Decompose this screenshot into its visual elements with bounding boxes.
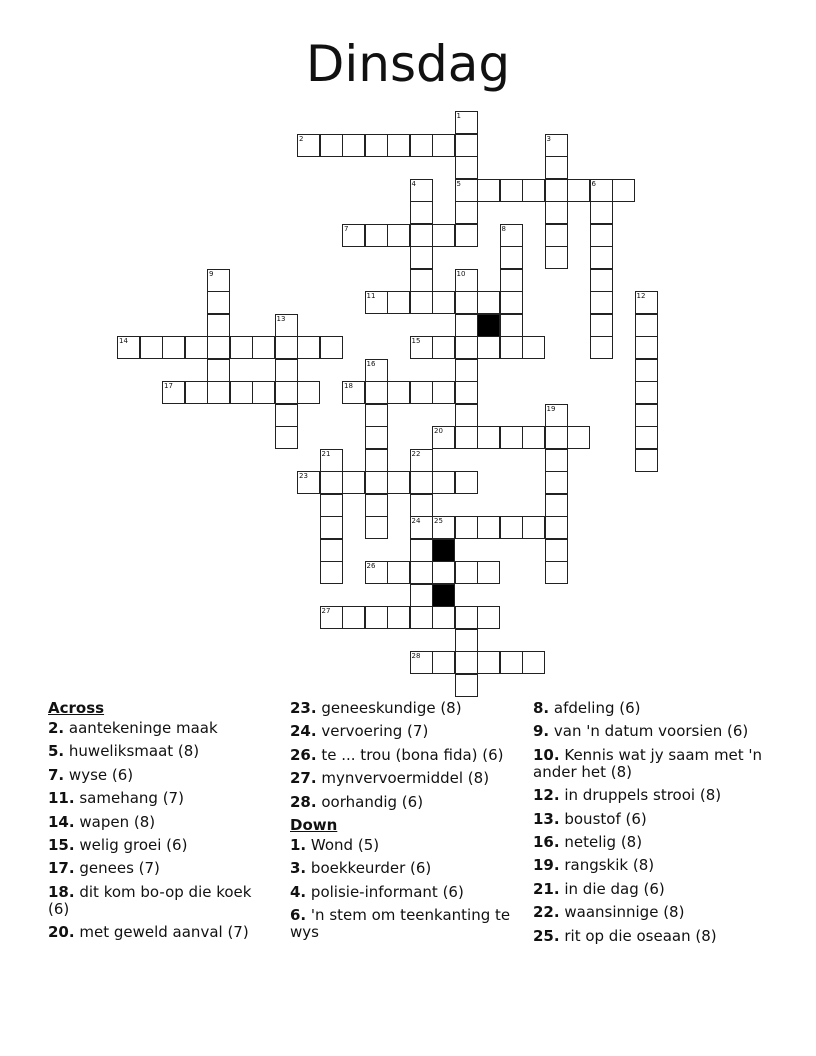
- clue-number: 16: [366, 359, 376, 368]
- clue-number: 17: [164, 382, 173, 390]
- grid-cell[interactable]: [545, 201, 568, 224]
- grid-cell[interactable]: [410, 539, 433, 562]
- grid-cell[interactable]: [207, 381, 230, 404]
- grid-cell[interactable]: [365, 381, 388, 404]
- grid-cell[interactable]: [567, 179, 590, 202]
- clue-item: [48, 720, 273, 737]
- grid-cell[interactable]: [522, 336, 545, 359]
- clue-item-text: samehang (7): [79, 789, 184, 808]
- grid-cell[interactable]: [500, 426, 523, 449]
- clue-item-text: oorhandig (6): [321, 792, 424, 811]
- grid-cell[interactable]: [387, 291, 410, 314]
- grid-cell[interactable]: [455, 426, 478, 449]
- clue-number: 7: [344, 224, 349, 233]
- grid-cell[interactable]: [455, 336, 478, 359]
- down-heading: Down: [290, 815, 338, 834]
- clue-item-number: 21.: [533, 879, 560, 898]
- grid-cell[interactable]: [320, 606, 343, 629]
- grid-cell[interactable]: [432, 426, 455, 449]
- black-cell: [432, 539, 455, 562]
- clue-item-text: vervoering (7): [321, 722, 429, 741]
- grid-cell[interactable]: [320, 336, 343, 359]
- grid-cell[interactable]: [500, 269, 523, 292]
- clue-column-1: [48, 700, 273, 948]
- grid-cell[interactable]: [432, 561, 455, 584]
- puzzle-title: Dinsdag: [305, 35, 511, 93]
- clue-item: [533, 834, 763, 851]
- grid-cell[interactable]: [545, 224, 568, 247]
- clue-number: 28: [411, 652, 421, 660]
- grid-cell[interactable]: [432, 381, 455, 404]
- clue-item-number: 22.: [533, 903, 560, 922]
- clue-item-number: 7.: [48, 765, 65, 784]
- grid-cell[interactable]: [477, 336, 500, 359]
- clue-item-number: 26.: [290, 745, 317, 764]
- grid-cell[interactable]: [567, 426, 590, 449]
- black-cell: [477, 314, 500, 337]
- clue-item: [48, 743, 273, 760]
- clue-item-text: welig groei (6): [79, 835, 188, 854]
- clue-item-number: 20.: [48, 923, 75, 942]
- grid-cell[interactable]: [320, 539, 343, 562]
- grid-cell[interactable]: [432, 516, 455, 539]
- grid-cell[interactable]: [590, 201, 613, 224]
- grid-cell[interactable]: [342, 134, 365, 157]
- grid-cell[interactable]: [365, 449, 388, 472]
- grid-cell[interactable]: [387, 471, 410, 494]
- grid-cell[interactable]: [252, 381, 275, 404]
- clue-column-2: [290, 700, 525, 948]
- clue-item: [290, 837, 525, 854]
- grid-cell[interactable]: [545, 561, 568, 584]
- grid-cell[interactable]: [387, 561, 410, 584]
- clue-item-text: met geweld aanval (7): [79, 923, 249, 942]
- grid-cell[interactable]: [590, 246, 613, 269]
- grid-cell[interactable]: [455, 404, 478, 427]
- grid-cell[interactable]: [410, 224, 433, 247]
- grid-cell[interactable]: [320, 494, 343, 517]
- clue-item: [533, 700, 763, 717]
- grid-cell[interactable]: [410, 494, 433, 517]
- clue-item-number: 15.: [48, 835, 75, 854]
- grid-cell[interactable]: [545, 179, 568, 202]
- clue-item: [48, 860, 273, 877]
- clue-item-text: huweliksmaat (8): [68, 742, 200, 761]
- grid-cell[interactable]: [500, 179, 523, 202]
- grid-cell[interactable]: [635, 359, 658, 382]
- grid-cell[interactable]: [365, 494, 388, 517]
- grid-cell[interactable]: [207, 359, 230, 382]
- grid-cell[interactable]: [590, 291, 613, 314]
- clue-item: [533, 881, 763, 898]
- clue-item: [290, 794, 525, 811]
- grid-cell[interactable]: [455, 179, 478, 202]
- clue-item: [290, 747, 525, 764]
- clue-item: [48, 924, 273, 941]
- grid-cell[interactable]: [410, 381, 433, 404]
- grid-cell[interactable]: [365, 134, 388, 157]
- grid-cell[interactable]: [297, 134, 320, 157]
- grid-cell[interactable]: [455, 111, 478, 134]
- clue-number: 23: [299, 472, 308, 480]
- grid-cell[interactable]: [432, 134, 455, 157]
- grid-cell[interactable]: [410, 179, 433, 202]
- clue-number: 18: [344, 382, 353, 390]
- clue-item-number: 5.: [48, 742, 65, 761]
- grid-cell[interactable]: [500, 224, 523, 247]
- clue-item-text: 'n stem om teenkanting te wys: [290, 906, 511, 942]
- grid-cell[interactable]: [275, 336, 298, 359]
- clue-number: 19: [546, 404, 556, 413]
- grid-cell[interactable]: [522, 179, 545, 202]
- grid-cell[interactable]: [410, 561, 433, 584]
- clue-column-3: [533, 700, 763, 951]
- grid-cell[interactable]: [500, 651, 523, 674]
- grid-cell[interactable]: [477, 651, 500, 674]
- clue-item: [48, 767, 273, 784]
- clue-number: 12: [636, 292, 646, 300]
- grid-cell[interactable]: [477, 291, 500, 314]
- grid-cell[interactable]: [365, 561, 388, 584]
- grid-cell[interactable]: [410, 651, 433, 674]
- black-cell: [432, 584, 455, 607]
- clue-item-number: 24.: [290, 722, 317, 741]
- clue-item-text: polisie-informant (6): [310, 882, 464, 901]
- clue-item-number: 16.: [533, 832, 560, 851]
- clue-item-number: 10.: [533, 745, 560, 764]
- grid-cell[interactable]: [185, 336, 208, 359]
- clue-item: [290, 860, 525, 877]
- grid-cell[interactable]: [207, 314, 230, 337]
- clue-item-number: 9.: [533, 722, 550, 741]
- clue-item-text: aantekeninge maak: [68, 719, 218, 737]
- grid-cell[interactable]: [387, 606, 410, 629]
- grid-cell[interactable]: [275, 381, 298, 404]
- grid-cell[interactable]: [590, 269, 613, 292]
- clue-item-text: Wond (5): [310, 835, 380, 854]
- grid-cell[interactable]: [545, 471, 568, 494]
- grid-cell[interactable]: [590, 224, 613, 247]
- clue-number: 2: [299, 134, 304, 143]
- grid-cell[interactable]: [635, 449, 658, 472]
- clue-item-number: 17.: [48, 859, 75, 878]
- clue-item-number: 25.: [533, 926, 560, 945]
- grid-cell[interactable]: [500, 246, 523, 269]
- clue-item-text: in die dag (6): [564, 879, 665, 898]
- clue-item-text: genees (7): [79, 859, 160, 878]
- clue-item: [533, 787, 763, 804]
- grid-cell[interactable]: [185, 381, 208, 404]
- clue-number: 8: [501, 224, 506, 233]
- grid-cell[interactable]: [635, 336, 658, 359]
- clue-item: [48, 837, 273, 854]
- clue-item-text: dit kom bo-op die koek (6): [48, 882, 252, 918]
- grid-cell[interactable]: [432, 291, 455, 314]
- clue-item-text: Kennis wat jy saam met 'n ander het (8): [533, 745, 763, 781]
- grid-cell[interactable]: [297, 336, 320, 359]
- grid-cell[interactable]: [387, 224, 410, 247]
- clue-item-text: te ... trou (bona fida) (6): [321, 745, 504, 764]
- clue-item: [48, 884, 273, 918]
- grid-cell[interactable]: [455, 629, 478, 652]
- grid-cell[interactable]: [590, 336, 613, 359]
- grid-cell[interactable]: [455, 314, 478, 337]
- grid-cell[interactable]: [365, 606, 388, 629]
- clue-item-number: 19.: [533, 856, 560, 875]
- grid-cell[interactable]: [275, 426, 298, 449]
- grid-cell[interactable]: [455, 471, 478, 494]
- clue-item: [533, 857, 763, 874]
- grid-cell[interactable]: [387, 134, 410, 157]
- grid-cell[interactable]: [500, 516, 523, 539]
- clue-item-text: rangskik (8): [564, 856, 655, 875]
- grid-cell[interactable]: [522, 426, 545, 449]
- grid-cell[interactable]: [500, 314, 523, 337]
- clue-item-text: in druppels strooi (8): [564, 786, 722, 805]
- grid-cell[interactable]: [410, 269, 433, 292]
- clue-number: 3: [546, 134, 551, 143]
- clue-item-number: 18.: [48, 882, 75, 901]
- grid-cell[interactable]: [432, 224, 455, 247]
- grid-cell[interactable]: [500, 291, 523, 314]
- clue-number: 1: [456, 112, 461, 120]
- grid-cell[interactable]: [117, 336, 140, 359]
- grid-cell[interactable]: [500, 336, 523, 359]
- clue-item-number: 8.: [533, 699, 550, 717]
- grid-cell[interactable]: [410, 291, 433, 314]
- clue-number: 9: [209, 269, 214, 278]
- grid-cell[interactable]: [320, 516, 343, 539]
- grid-cell[interactable]: [410, 134, 433, 157]
- grid-cell[interactable]: [230, 381, 253, 404]
- grid-cell[interactable]: [365, 516, 388, 539]
- grid-cell[interactable]: [410, 449, 433, 472]
- grid-cell[interactable]: [410, 246, 433, 269]
- grid-cell[interactable]: [545, 539, 568, 562]
- clue-item-text: geneeskundige (8): [321, 699, 462, 717]
- clue-item-number: 28.: [290, 792, 317, 811]
- clue-item-text: van 'n datum voorsien (6): [553, 722, 749, 741]
- clue-item-text: waansinnige (8): [564, 903, 685, 922]
- grid-cell[interactable]: [410, 336, 433, 359]
- grid-cell[interactable]: [455, 269, 478, 292]
- clue-item-number: 2.: [48, 719, 65, 737]
- clue-item-number: 1.: [290, 835, 307, 854]
- clue-number: 5: [456, 179, 461, 188]
- grid-cell[interactable]: [590, 179, 613, 202]
- clue-number: 4: [411, 179, 416, 188]
- clue-number: 27: [321, 607, 331, 615]
- grid-cell[interactable]: [162, 381, 185, 404]
- grid-cell[interactable]: [477, 561, 500, 584]
- grid-cell[interactable]: [275, 314, 298, 337]
- clue-number: 24: [411, 517, 421, 525]
- grid-cell[interactable]: [635, 404, 658, 427]
- grid-cell[interactable]: [275, 359, 298, 382]
- clue-item: [290, 907, 525, 941]
- clue-item: [290, 700, 525, 717]
- grid-cell[interactable]: [320, 134, 343, 157]
- grid-cell[interactable]: [635, 314, 658, 337]
- clue-item-number: 11.: [48, 789, 75, 808]
- grid-cell[interactable]: [590, 314, 613, 337]
- grid-cell[interactable]: [635, 291, 658, 314]
- grid-cell[interactable]: [545, 426, 568, 449]
- grid-cell[interactable]: [365, 359, 388, 382]
- grid-cell[interactable]: [387, 381, 410, 404]
- grid-cell[interactable]: [320, 471, 343, 494]
- clue-item-text: afdeling (6): [553, 699, 641, 717]
- clue-item-number: 14.: [48, 812, 75, 831]
- clue-number: 15: [411, 337, 421, 345]
- grid-cell[interactable]: [545, 134, 568, 157]
- grid-cell[interactable]: [477, 426, 500, 449]
- grid-cell[interactable]: [320, 561, 343, 584]
- clue-item-text: boekkeurder (6): [310, 859, 432, 878]
- clue-number: 6: [591, 179, 596, 188]
- grid-cell[interactable]: [455, 516, 478, 539]
- clue-number: 11: [366, 292, 376, 300]
- clue-item: [290, 884, 525, 901]
- clue-item-text: rit op die oseaan (8): [564, 926, 717, 945]
- grid-cell[interactable]: [545, 156, 568, 179]
- grid-cell[interactable]: [522, 516, 545, 539]
- grid-cell[interactable]: [455, 134, 478, 157]
- grid-cell[interactable]: [207, 291, 230, 314]
- clue-number: 14: [119, 337, 128, 345]
- clue-number: 26: [366, 562, 376, 570]
- clue-item-text: netelig (8): [564, 832, 643, 851]
- clue-item: [533, 747, 763, 781]
- clue-number: 10: [456, 269, 466, 278]
- clue-item-number: 13.: [533, 809, 560, 828]
- clue-item: [533, 904, 763, 921]
- grid-cell[interactable]: [432, 471, 455, 494]
- grid-cell[interactable]: [365, 471, 388, 494]
- grid-cell[interactable]: [162, 336, 185, 359]
- grid-cell[interactable]: [140, 336, 163, 359]
- grid-cell[interactable]: [432, 336, 455, 359]
- grid-cell[interactable]: [342, 224, 365, 247]
- clue-item-text: wapen (8): [79, 812, 156, 831]
- clue-number: 20: [434, 427, 443, 435]
- grid-cell[interactable]: [477, 516, 500, 539]
- grid-cell[interactable]: [365, 224, 388, 247]
- grid-cell[interactable]: [455, 359, 478, 382]
- grid-cell[interactable]: [410, 471, 433, 494]
- across-heading: Across: [48, 699, 105, 717]
- grid-cell[interactable]: [477, 606, 500, 629]
- grid-cell[interactable]: [545, 494, 568, 517]
- grid-cell[interactable]: [342, 381, 365, 404]
- grid-cell[interactable]: [545, 404, 568, 427]
- grid-cell[interactable]: [230, 336, 253, 359]
- grid-cell[interactable]: [365, 426, 388, 449]
- grid-cell[interactable]: [455, 201, 478, 224]
- clue-number: 22: [411, 449, 421, 458]
- grid-cell[interactable]: [635, 426, 658, 449]
- grid-cell[interactable]: [545, 246, 568, 269]
- clue-item: [48, 814, 273, 831]
- grid-cell[interactable]: [365, 404, 388, 427]
- grid-cell[interactable]: [455, 291, 478, 314]
- grid-cell[interactable]: [455, 561, 478, 584]
- grid-cell[interactable]: [297, 471, 320, 494]
- clue-item: [290, 770, 525, 787]
- grid-cell[interactable]: [545, 449, 568, 472]
- grid-cell[interactable]: [432, 651, 455, 674]
- clue-item-number: 4.: [290, 882, 307, 901]
- grid-cell[interactable]: [410, 516, 433, 539]
- clue-item: [533, 928, 763, 945]
- grid-cell[interactable]: [477, 179, 500, 202]
- clue-item-number: 12.: [533, 786, 560, 805]
- clue-item: [48, 790, 273, 807]
- clue-item-text: mynvervoermiddel (8): [321, 769, 490, 788]
- grid-cell[interactable]: [365, 291, 388, 314]
- grid-cell[interactable]: [252, 336, 275, 359]
- grid-cell[interactable]: [410, 201, 433, 224]
- clue-item: [533, 811, 763, 828]
- grid-cell[interactable]: [455, 224, 478, 247]
- grid-cell[interactable]: [455, 156, 478, 179]
- clue-item-number: 3.: [290, 859, 307, 878]
- clue-number: 25: [434, 517, 443, 525]
- grid-cell[interactable]: [342, 471, 365, 494]
- grid-cell[interactable]: [410, 606, 433, 629]
- grid-cell[interactable]: [455, 674, 478, 697]
- grid-cell[interactable]: [320, 449, 343, 472]
- grid-cell[interactable]: [207, 336, 230, 359]
- clue-item: [533, 723, 763, 740]
- grid-cell[interactable]: [455, 381, 478, 404]
- grid-cell[interactable]: [545, 516, 568, 539]
- grid-cell[interactable]: [275, 404, 298, 427]
- clue-number: 13: [276, 314, 286, 323]
- grid-cell[interactable]: [455, 651, 478, 674]
- grid-cell[interactable]: [342, 606, 365, 629]
- grid-cell[interactable]: [410, 584, 433, 607]
- clue-item-text: wyse (6): [68, 765, 134, 784]
- grid-cell[interactable]: [635, 381, 658, 404]
- clue-item-number: 23.: [290, 699, 317, 717]
- grid-cell[interactable]: [297, 381, 320, 404]
- grid-cell[interactable]: [612, 179, 635, 202]
- clue-item-text: boustof (6): [564, 809, 647, 828]
- clue-number: 21: [321, 449, 331, 458]
- grid-cell[interactable]: [432, 606, 455, 629]
- clue-item-number: 27.: [290, 769, 317, 788]
- grid-cell[interactable]: [207, 269, 230, 292]
- grid-cell[interactable]: [455, 606, 478, 629]
- grid-cell[interactable]: [522, 651, 545, 674]
- clue-item: [290, 723, 525, 740]
- clue-item-number: 6.: [290, 906, 307, 925]
